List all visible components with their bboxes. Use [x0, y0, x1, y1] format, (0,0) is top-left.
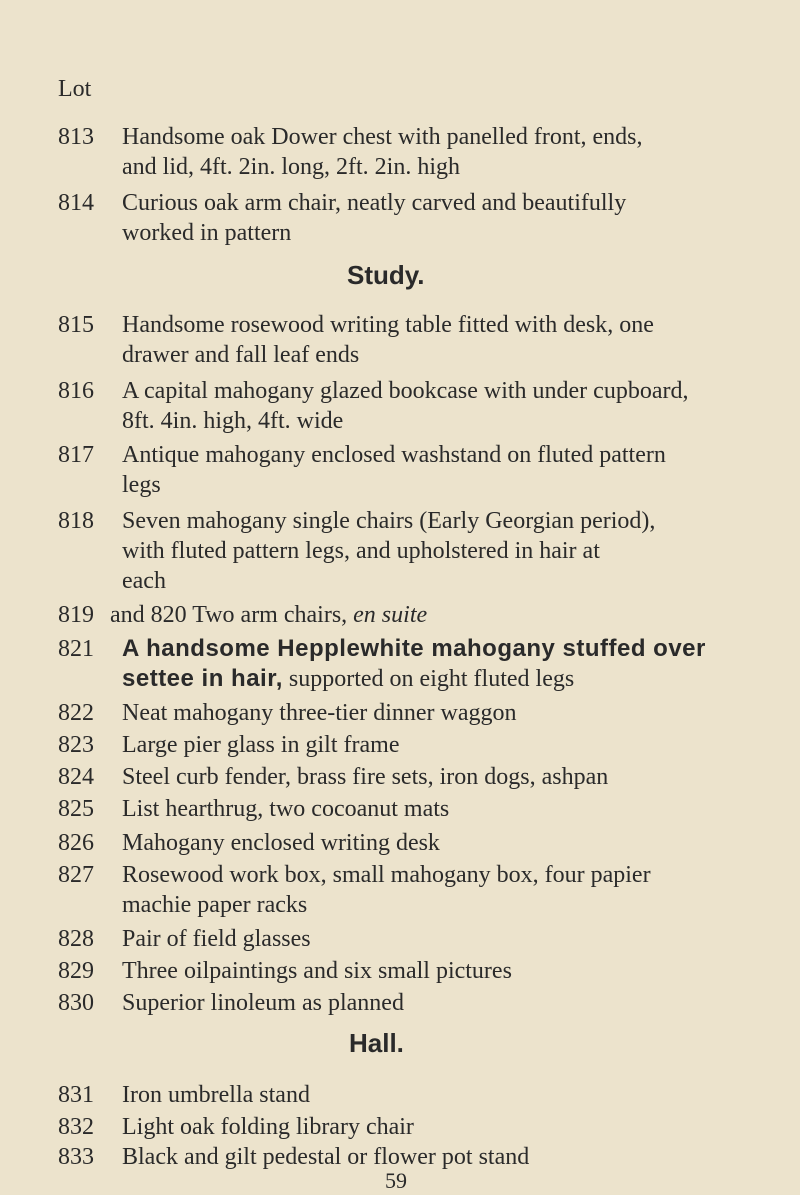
lot-number: 821: [58, 636, 94, 662]
lot-description-continued: machie paper racks: [122, 892, 308, 918]
lot-number: 814: [58, 190, 94, 216]
lot-column-header: Lot: [58, 76, 92, 102]
lot-description: Mahogany enclosed writing desk: [122, 830, 440, 856]
lot-description-continued: drawer and fall leaf ends: [122, 342, 360, 368]
lot-item-818: [58, 506, 770, 536]
section-heading-study: Study.: [347, 260, 425, 290]
lot-description: Handsome rosewood writing table fitted with desk, one: [122, 312, 654, 338]
page-number: 59: [385, 1168, 407, 1193]
lot-description: Superior linoleum as planned: [122, 990, 404, 1016]
lot-number: 819: [58, 602, 94, 628]
lot-item-814: [58, 188, 770, 218]
lot-description: Antique mahogany enclosed washstand on fluted pattern: [122, 442, 666, 468]
lot-description-continued: worked in pattern: [122, 220, 292, 246]
lot-number: 816: [58, 378, 94, 404]
lot-number: 831: [58, 1082, 94, 1108]
lot-description: Black and gilt pedestal or flower pot stand: [122, 1144, 530, 1170]
lot-description-continued: each: [122, 568, 166, 594]
lot-item-815: [58, 310, 770, 340]
lot-description: Iron umbrella stand: [122, 1082, 310, 1108]
lot-description-italic: en suite: [353, 602, 428, 628]
lot-item-829: [58, 956, 770, 986]
lot-description: Rosewood work box, small mahogany box, four papier: [122, 862, 651, 888]
lot-description: Handsome oak Dower chest with panelled front, ends,: [122, 124, 643, 150]
lot-description-rest: supported on eight fluted legs: [282, 666, 575, 692]
lot-description: Three oilpaintings and six small pictures: [122, 958, 512, 984]
lot-item-823: [58, 730, 770, 760]
lot-number: 822: [58, 700, 94, 726]
lot-description: List hearthrug, two cocoanut mats: [122, 796, 450, 822]
lot-description: Large pier glass in gilt frame: [122, 732, 400, 758]
lot-description-continued: legs: [122, 472, 161, 498]
lot-item-822: [58, 698, 770, 728]
lot-number: 825: [58, 796, 94, 822]
lot-item-825: [58, 794, 770, 824]
lot-item-826: [58, 828, 770, 858]
lot-number: 823: [58, 732, 94, 758]
lot-item-833: [58, 1142, 770, 1172]
lot-number: 829: [58, 958, 94, 984]
lot-number: 824: [58, 764, 94, 790]
section-heading-hall: Hall.: [349, 1028, 404, 1058]
lot-number: 826: [58, 830, 94, 856]
lot-description: Neat mahogany three-tier dinner waggon: [122, 700, 517, 726]
lot-item-816: [58, 376, 770, 406]
lot-item-813: [58, 122, 770, 152]
lot-description: Steel curb fender, brass fire sets, iron dogs, ashpan: [122, 764, 609, 790]
lot-item-828: [58, 924, 770, 954]
lot-description: Curious oak arm chair, neatly carved and beautifully: [122, 190, 627, 216]
lot-description: A handsome Hepplewhite mahogany stuffed over: [122, 635, 706, 662]
lot-number: 815: [58, 312, 94, 338]
lot-number: 818: [58, 508, 94, 534]
lot-item-830: [58, 988, 770, 1018]
lot-description-continued: [122, 664, 770, 694]
lot-description-bold: settee in hair,: [122, 665, 283, 692]
lot-item-824: [58, 762, 770, 792]
lot-description: A capital mahogany glazed bookcase with under cupboard,: [122, 378, 689, 404]
lot-item-827: [58, 860, 770, 890]
lot-description: Pair of field glasses: [122, 926, 311, 952]
lot-number: 830: [58, 990, 94, 1016]
lot-item-821: [58, 634, 770, 664]
lot-description: Seven mahogany single chairs (Early Georgian period),: [122, 508, 656, 534]
lot-item-819: [58, 600, 770, 630]
lot-number: 817: [58, 442, 94, 468]
lot-description-continued: with fluted pattern legs, and upholstered in hair at: [122, 538, 600, 564]
lot-description-continued: 8ft. 4in. high, 4ft. wide: [122, 408, 344, 434]
lot-description: Light oak folding library chair: [122, 1114, 414, 1140]
lot-description-continued: and lid, 4ft. 2in. long, 2ft. 2in. high: [122, 154, 460, 180]
lot-description: and 820 Two arm chairs,: [110, 602, 354, 628]
lot-number: 827: [58, 862, 94, 888]
lot-number: 833: [58, 1144, 94, 1170]
lot-number: 813: [58, 124, 94, 150]
lot-item-831: [58, 1080, 770, 1110]
lot-item-817: [58, 440, 770, 470]
lot-number: 832: [58, 1114, 94, 1140]
lot-number: 828: [58, 926, 94, 952]
lot-item-832: [58, 1112, 770, 1142]
